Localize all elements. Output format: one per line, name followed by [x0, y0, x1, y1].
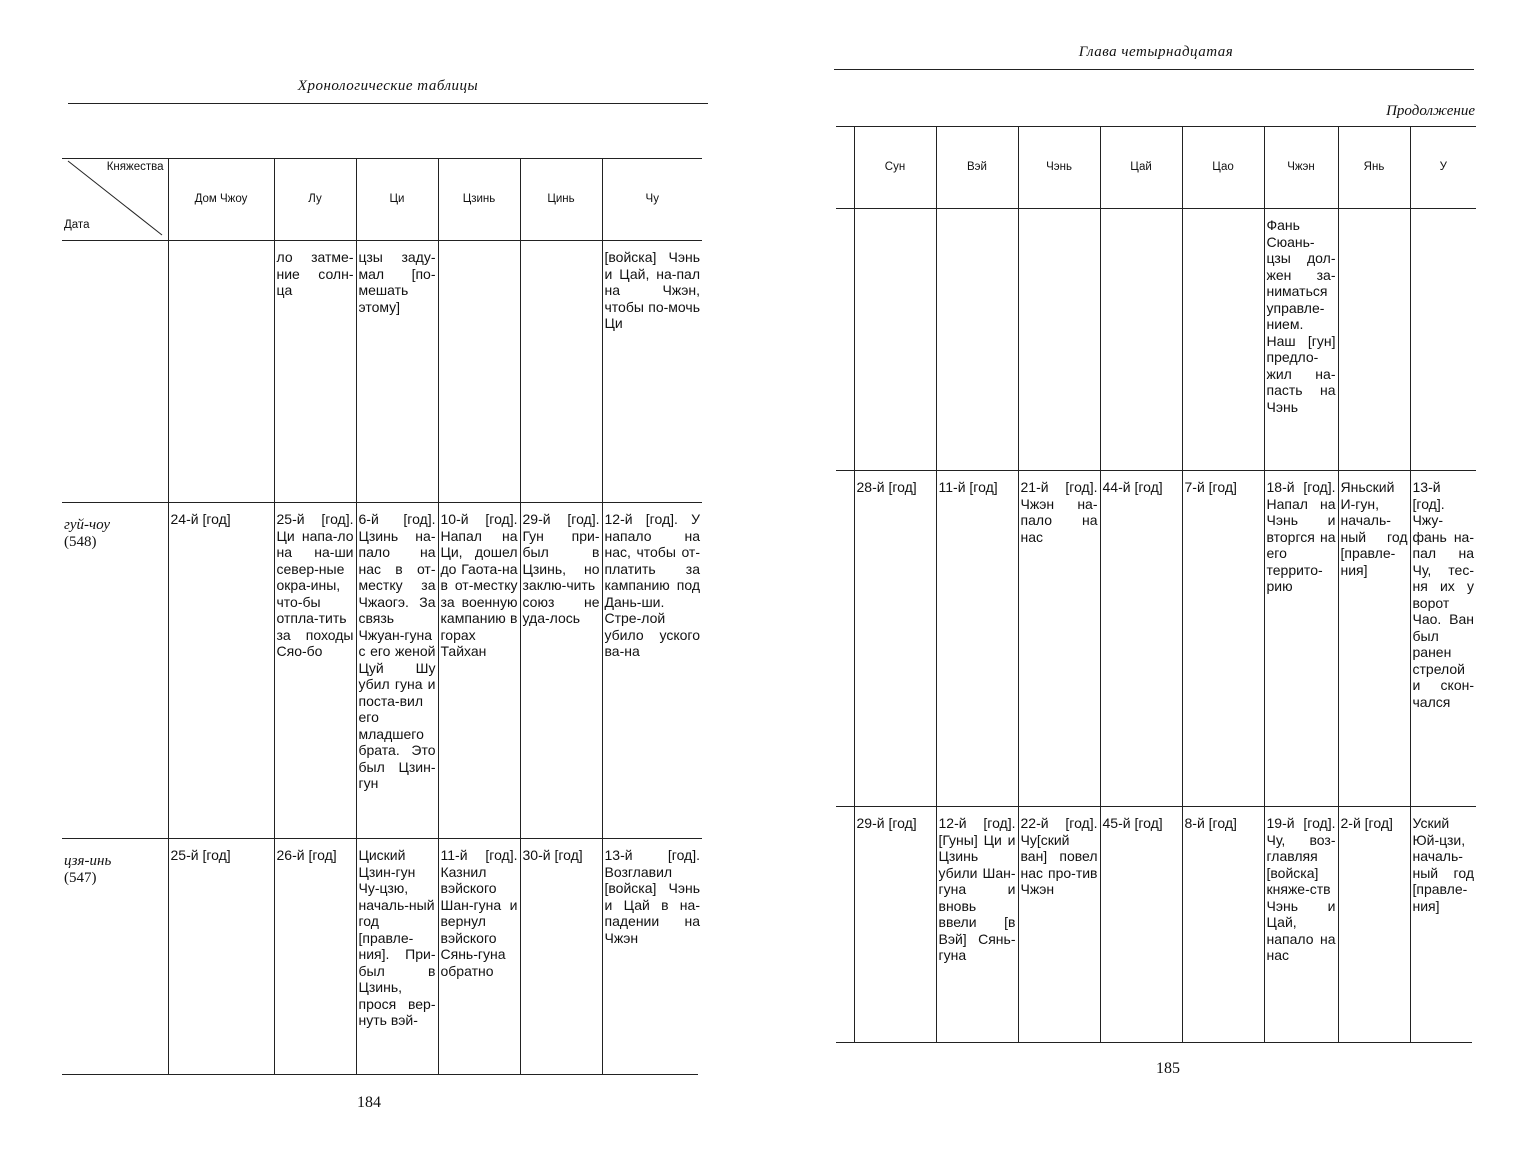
table-cell: Циский Цзин-гун Чу-цзю, началь-ный год [правле-ния]. При-был в Цзинь, прося вер-нуть вэй-	[358, 847, 436, 1028]
table-cell: 2-й [год]	[1340, 815, 1393, 831]
table-cell	[441, 241, 518, 249]
table-cell	[1103, 209, 1180, 217]
table-row	[836, 209, 1476, 471]
table-cell: 6-й [год]. Цзинь на-пало на нас в от-местку за Чжаогэ. За связь Чжуан-гуна с его женой Цуй Шу убил гуна и поста-вил его младшего брата. Это был Цзин-гун	[358, 511, 436, 791]
column-header: Чу	[602, 159, 702, 241]
table-cell	[171, 241, 272, 249]
table-cell: 44-й [год]	[1102, 479, 1163, 495]
column-header: Лу	[274, 159, 356, 241]
table-cell: Яньский И-гун, началь-ный год [правле-ния]	[1340, 479, 1408, 578]
table-row	[62, 839, 702, 1075]
header-rule	[834, 69, 1474, 70]
column-header: Дом Чжоу	[168, 159, 274, 241]
table-cell: 25-й [год]. Ци напа-ло на на-ши север-ные окра-ины, что-бы отпла-тить за походы Сяо-бо	[276, 511, 354, 659]
table-row	[62, 241, 702, 503]
table-row	[836, 807, 1476, 1043]
table-cell: 28-й [год]	[856, 479, 917, 495]
column-header: Чжэн	[1264, 127, 1338, 209]
table-cell: 30-й [год]	[522, 847, 583, 863]
table-bottom-rule	[62, 1074, 698, 1075]
table-cell: 19-й [год]. Чу, воз-главляя [войска] княже-ств Чэнь и Цай, напало на нас	[1266, 815, 1336, 963]
table-cell: ло затме-ние солн-ца	[276, 249, 354, 298]
table-cell	[523, 241, 600, 249]
table-cell: [войска] Чэнь и Цай, на-пал на Чжэн, чтобы по-мочь Ци	[604, 249, 700, 331]
table-cell: 22-й [год]. Чу[ский ван] повел нас про-тив Чжэн	[1020, 815, 1098, 897]
table-cell: Фань Сюань-цзы дол-жен за-ниматься управле-нием. Наш [гун] предло-жил на-пасть на Чэнь	[1266, 217, 1336, 415]
page-number: 184	[357, 1094, 381, 1111]
table-cell: 12-й [год]. [Гуны] Ци и Цзинь убили Шан-гуна и вновь ввели [в Вэй] Сянь-гуна	[938, 815, 1016, 963]
table-cell: 11-й [год]	[938, 479, 998, 495]
chronology-table-right	[836, 126, 1476, 1043]
date-label: цзя-инь	[64, 853, 112, 869]
column-header: Чэнь	[1018, 127, 1100, 209]
table-row	[836, 471, 1476, 807]
table-cell: 7-й [год]	[1184, 479, 1237, 495]
table-cell: 26-й [год]	[276, 847, 337, 863]
table-cell: Уский Юй-цзи, началь-ный год [правле-ния]	[1412, 815, 1474, 914]
table-cell: 21-й [год]. Чжэн на-пало на нас	[1020, 479, 1098, 545]
table-cell: 11-й [год]. Казнил вэйского Шан-гуна и вернул вэйского Сянь-гуна обратно	[440, 847, 518, 979]
running-head: Глава четырнадцатая	[1078, 44, 1234, 60]
year-label: (548)	[64, 534, 97, 550]
table-cell: 13-й [год]. Возглавил [войска] Чэнь и Цай в на-падении на Чжэн	[604, 847, 700, 946]
date-label: гуй-чоу	[64, 517, 111, 533]
table-cell: 8-й [год]	[1184, 815, 1237, 831]
table-cell	[1413, 209, 1475, 217]
table-cell: 45-й [год]	[1102, 815, 1163, 831]
table-cell	[1185, 209, 1262, 217]
table-cell: 12-й [год]. У напало на нас, чтобы от-платить за кампанию под Дань-ши. Стре-лой убило уского ва-на	[604, 511, 700, 659]
column-header: Сун	[854, 127, 936, 209]
column-header: Цай	[1100, 127, 1182, 209]
continued-label: Продолжение	[1386, 103, 1475, 119]
table-cell	[1021, 209, 1098, 217]
table-cell: 29-й [год]	[856, 815, 917, 831]
corner-top-label: Княжества	[106, 161, 164, 173]
right-page	[770, 0, 1540, 1176]
table-cell: 13-й [год]. Чжу-фань на-пал на Чу, тес-ня их у ворот Чао. Ван был ранен стрелой и скон-чался	[1412, 479, 1474, 710]
table-cell: 18-й [год]. Напал на Чэнь и вторгся на его террито-рию	[1266, 479, 1336, 594]
table-cell: цзы заду-мал [по-мешать этому]	[358, 249, 436, 315]
year-label: (547)	[64, 870, 97, 886]
column-header: У	[1410, 127, 1476, 209]
column-header: Ци	[356, 159, 438, 241]
table-cell	[1341, 209, 1408, 217]
header-rule	[68, 103, 708, 104]
table-cell	[939, 209, 1016, 217]
table-cell: 29-й [год]. Гун при-был в Цзинь, но заклю-чить союз не уда-лось	[522, 511, 600, 626]
column-header: Цзинь	[438, 159, 520, 241]
table-cell: 10-й [год]. Напал на Ци, дошел до Гаота-на в от-местку за военную кампанию в горах Тайхан	[440, 511, 518, 659]
chronology-table-left	[62, 158, 702, 1075]
page-number: 185	[1156, 1060, 1180, 1077]
table-cell: 25-й [год]	[170, 847, 231, 863]
column-header: Цинь	[520, 159, 602, 241]
corner-header	[62, 159, 168, 241]
table-bottom-rule	[836, 1042, 1472, 1043]
running-head: Хронологические таблицы	[297, 78, 479, 94]
table-cell	[857, 209, 934, 217]
column-header: Янь	[1338, 127, 1410, 209]
table-cell: 24-й [год]	[170, 511, 231, 527]
column-header: Вэй	[936, 127, 1018, 209]
column-header: Цао	[1182, 127, 1264, 209]
corner-bottom-label: Дата	[64, 219, 90, 231]
table-row	[62, 503, 702, 839]
